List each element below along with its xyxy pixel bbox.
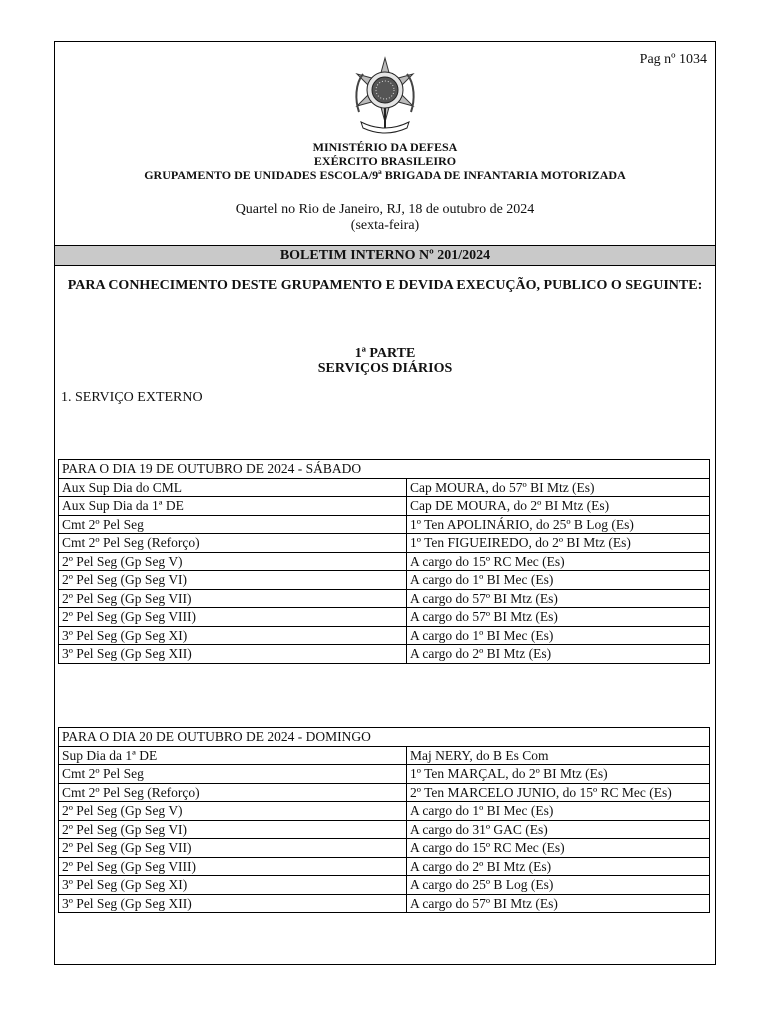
table-heading: PARA O DIA 19 DE OUTUBRO DE 2024 - SÁBADO bbox=[59, 460, 710, 479]
table-row bbox=[59, 765, 710, 784]
assignee-cell: A cargo do 25º B Log (Es) bbox=[407, 876, 710, 895]
table-row bbox=[59, 839, 710, 858]
place-date bbox=[55, 202, 715, 234]
assignee-cell: 1º Ten MARÇAL, do 2º BI Mtz (Es) bbox=[407, 765, 710, 784]
table-row bbox=[59, 571, 710, 590]
role-cell: Sup Dia da 1ª DE bbox=[59, 746, 407, 765]
duty-table-day1 bbox=[58, 459, 710, 664]
assignee-cell: 1º Ten FIGUEIREDO, do 2º BI Mtz (Es) bbox=[407, 534, 710, 553]
role-cell: Cmt 2º Pel Seg bbox=[59, 765, 407, 784]
page-number: Pag nº 1034 bbox=[639, 52, 707, 67]
assignee-cell: A cargo do 1º BI Mec (Es) bbox=[407, 626, 710, 645]
role-cell: Cmt 2º Pel Seg (Reforço) bbox=[59, 783, 407, 802]
place-date-line: Quartel no Rio de Janeiro, RJ, 18 de outubro de 2024 bbox=[235, 202, 535, 217]
ministry-name: MINISTÉRIO DA DEFESA bbox=[312, 140, 458, 154]
table-row bbox=[59, 746, 710, 765]
bulletin-title: BOLETIM INTERNO Nº 201/2024 bbox=[55, 245, 715, 266]
role-cell: Cmt 2º Pel Seg bbox=[59, 515, 407, 534]
role-cell: 2º Pel Seg (Gp Seg VII) bbox=[59, 839, 407, 858]
assignee-cell: A cargo do 1º BI Mec (Es) bbox=[407, 571, 710, 590]
table-row bbox=[59, 802, 710, 821]
section-title: 1. SERVIÇO EXTERNO bbox=[61, 390, 203, 405]
role-cell: 2º Pel Seg (Gp Seg V) bbox=[59, 552, 407, 571]
role-cell: 3º Pel Seg (Gp Seg XI) bbox=[59, 626, 407, 645]
part-title: SERVIÇOS DIÁRIOS bbox=[317, 361, 453, 376]
assignee-cell: A cargo do 57º BI Mtz (Es) bbox=[407, 894, 710, 913]
assignee-cell: Maj NERY, do B Es Com bbox=[407, 746, 710, 765]
duty-table-day2 bbox=[58, 727, 710, 913]
intro-text: PARA CONHECIMENTO DESTE GRUPAMENTO E DEVIDA EXECUÇÃO, PUBLICO O SEGUINTE: bbox=[67, 278, 703, 293]
part-heading bbox=[55, 346, 715, 376]
assignee-cell: A cargo do 57º BI Mtz (Es) bbox=[407, 589, 710, 608]
assignee-cell: A cargo do 2º BI Mtz (Es) bbox=[407, 857, 710, 876]
assignee-cell: A cargo do 57º BI Mtz (Es) bbox=[407, 608, 710, 627]
role-cell: Cmt 2º Pel Seg (Reforço) bbox=[59, 534, 407, 553]
assignee-cell: A cargo do 15º RC Mec (Es) bbox=[407, 552, 710, 571]
header-block bbox=[55, 140, 715, 182]
table-heading-row bbox=[59, 728, 710, 747]
table-heading: PARA O DIA 20 DE OUTUBRO DE 2024 - DOMINGO bbox=[59, 728, 710, 747]
unit-name: GRUPAMENTO DE UNIDADES ESCOLA/9ª BRIGADA DE INFANTARIA MOTORIZADA bbox=[144, 168, 626, 182]
assignee-cell: Cap MOURA, do 57º BI Mtz (Es) bbox=[407, 478, 710, 497]
table-row bbox=[59, 478, 710, 497]
assignee-cell: A cargo do 1º BI Mec (Es) bbox=[407, 802, 710, 821]
role-cell: 3º Pel Seg (Gp Seg XII) bbox=[59, 894, 407, 913]
role-cell: 2º Pel Seg (Gp Seg V) bbox=[59, 802, 407, 821]
assignee-cell: 2º Ten MARCELO JUNIO, do 15º RC Mec (Es) bbox=[407, 783, 710, 802]
table-row bbox=[59, 626, 710, 645]
role-cell: 3º Pel Seg (Gp Seg XI) bbox=[59, 876, 407, 895]
role-cell: 2º Pel Seg (Gp Seg VI) bbox=[59, 820, 407, 839]
table-row bbox=[59, 515, 710, 534]
role-cell: Aux Sup Dia da 1ª DE bbox=[59, 497, 407, 516]
table-heading-row bbox=[59, 460, 710, 479]
assignee-cell: A cargo do 31º GAC (Es) bbox=[407, 820, 710, 839]
role-cell: 2º Pel Seg (Gp Seg VIII) bbox=[59, 857, 407, 876]
part-number: 1ª PARTE bbox=[354, 346, 416, 361]
assignee-cell: 1º Ten APOLINÁRIO, do 25º B Log (Es) bbox=[407, 515, 710, 534]
assignee-cell: A cargo do 2º BI Mtz (Es) bbox=[407, 645, 710, 664]
role-cell: 2º Pel Seg (Gp Seg VII) bbox=[59, 589, 407, 608]
table-row bbox=[59, 876, 710, 895]
table-row bbox=[59, 534, 710, 553]
table-row bbox=[59, 552, 710, 571]
army-name: EXÉRCITO BRASILEIRO bbox=[313, 154, 457, 168]
table-row bbox=[59, 608, 710, 627]
role-cell: Aux Sup Dia do CML bbox=[59, 478, 407, 497]
table-row bbox=[59, 857, 710, 876]
assignee-cell: Cap DE MOURA, do 2º BI Mtz (Es) bbox=[407, 497, 710, 516]
assignee-cell: A cargo do 15º RC Mec (Es) bbox=[407, 839, 710, 858]
table-row bbox=[59, 894, 710, 913]
table-row bbox=[59, 645, 710, 664]
weekday-line: (sexta-feira) bbox=[350, 218, 420, 233]
role-cell: 3º Pel Seg (Gp Seg XII) bbox=[59, 645, 407, 664]
role-cell: 2º Pel Seg (Gp Seg VIII) bbox=[59, 608, 407, 627]
table-row bbox=[59, 783, 710, 802]
table-row bbox=[59, 589, 710, 608]
document-page bbox=[54, 41, 716, 965]
role-cell: 2º Pel Seg (Gp Seg VI) bbox=[59, 571, 407, 590]
table-row bbox=[59, 497, 710, 516]
table-row bbox=[59, 820, 710, 839]
coat-of-arms-icon bbox=[345, 54, 425, 136]
